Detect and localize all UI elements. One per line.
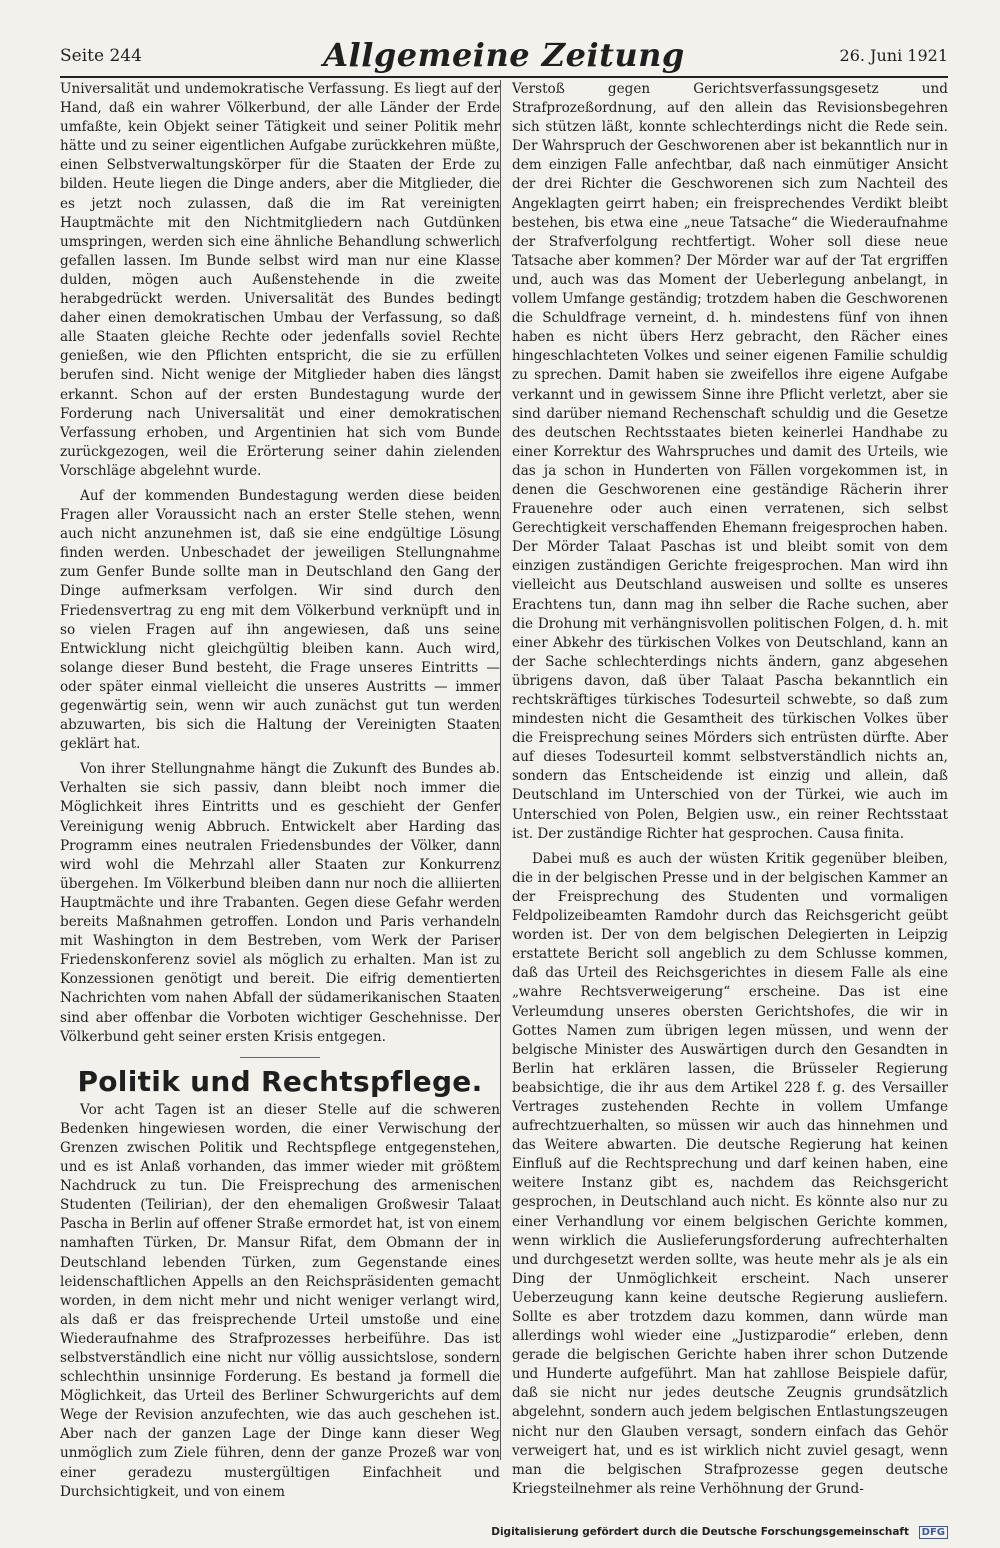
funding-notice-text: Digitalisierung gefördert durch die Deutsche Forschungsgemeinschaft	[491, 1526, 909, 1538]
paragraph: Verstoß gegen Gerichtsverfassungsgesetz und Strafprozeßordnung, auf den allein das Revisionsbegehren sich stützen läßt, konnte schlechterdings nicht die Rede sein. Der Wahrspruch der Geschworenen aber ist bekanntlich nur in dem einzigen Falle anfechtbar, daß nach einmütiger Ansicht der drei Richter die Geschworenen sich zum Nachteil des Angeklagten geirrt haben; ein freisprechendes Verdikt bleibt bestehen, bis etwa eine „neue Tatsache“ die Wiederaufnahme der Strafverfolgung rechtfertigt. Woher soll diese neue Tatsache aber kommen? Der Mörder war auf der Tat ergriffen und, auch was das Moment der Ueberlegung anbelangt, in vollem Umfange geständig; trotzdem haben die Geschworenen die Schuldfrage verneint, d. h. mindestens fünf von ihnen haben es nicht übers Herz gebracht, den Rächer eines hingeschlachteten Volkes und seiner eigenen Familie schuldig zu sprechen. Damit haben sie zweifellos ihre eigene Aufgabe verkannt und in gewissem Sinne ihre Pflicht verletzt, aber sie sind darüber niemand Rechenschaft schuldig und die Gesetze des deutschen Rechtsstaates bieten keinerlei Handhabe zu einer Korrektur des Wahrspruches und damit des Urteils, wie das ja schon in Hunderten von Fällen vorgekommen ist, in denen die Geschworenen eine geständige Rächerin ihrer Frauenehre oder auch einen verratenen, sich selbst Gerechtigkeit verschaffenden Ehemann freigesprochen haben. Der Mörder Talaat Paschas ist und bleibt somit von dem einzigen zuständigen Gerichte freigesprochen. Man wird ihn vielleicht aus Deutschland ausweisen und sollte es unseres Erachtens tun, dann mag ihn selber die Rache suchen, aber die Drohung mit verhängnisvollen politischen Folgen, d. h. mit einer Abkehr des türkischen Volkes von Deutschland, kann an der Sache schlechterdings nichts ändern, ganz abgesehen übrigens davon, daß über Talaat Pascha bekanntlich ein rechtskräftiges türkisches Todesurteil schwebte, so daß zum mindesten nicht die Gesamtheit des türkischen Volkes über die Freisprechung seines Mörders sich entrüsten dürfte. Aber auf dieses Todesurteil kommt selbstverständlich nichts an, sondern das Entscheidende ist einzig und allein, daß Deutschland im Unterschied von der Türkei, wie auch im Unterschied von Polen, Belgien usw., ein reiner Rechtsstaat ist. Der zuständige Richter hat gesprochen. Causa finita.	[512, 81, 948, 842]
header-rule	[60, 76, 948, 78]
issue-date: 26. Juni 1921	[839, 46, 948, 65]
masthead: Allgemeine Zeitung	[323, 36, 685, 74]
left-column	[60, 80, 500, 1502]
funding-notice	[491, 1526, 948, 1539]
page-number: Seite 244	[60, 46, 142, 66]
page-footer	[0, 1518, 1000, 1548]
column-divider	[500, 80, 501, 1460]
paragraph: Von ihrer Stellungnahme hängt die Zukunft des Bundes ab. Verhalten sie sich passiv, dann bleibt noch immer die Möglichkeit ihres Eintritts und es geschieht der Genfer Vereinigung wenig Abbruch. Entwickelt aber Harding das Programm eines neutralen Friedensbundes der Völker, dann wird wohl die Mehrzahl aller Staaten zur Konkurrenz übergehen. Im Völkerbund bleiben dann nur noch die alliierten Hauptmächte und ihre Trabanten. Gegen diese Gefahr werden bereits Maßnahmen getroffen. London und Paris verhandeln mit Washington in dem Bestreben, vom Werk der Pariser Friedenskonferenz soviel als möglich zu erhalten. Man ist zu Konzessionen genötigt und bereit. Die eifrig dementierten Nachrichten vom nahen Abfall der südamerikanischen Staaten sind aber offenbar die Vorboten wichtiger Geschehnisse. Der Völkerbund geht seiner ersten Krisis entgegen.	[60, 761, 500, 1045]
paragraph: Auf der kommenden Bundestagung werden diese beiden Fragen aller Voraussicht nach an erster Stelle stehen, wenn auch nicht anzunehmen ist, daß sie eine endgültige Lösung finden werden. Unbeschadet der jeweiligen Stellungnahme zum Genfer Bunde sollte man in Deutschland den Gang der Dinge aufmerksam verfolgen. Wir sind durch den Friedensvertrag zu eng mit dem Völkerbund verknüpft und in so vielen Fragen auf ihn angewiesen, daß uns seine Entwicklung nicht gleichgültig bleiben kann. Auch wird, solange dieser Bund besteht, die Frage unseres Eintritts — oder später einmal vielleicht die unseres Austritts — immer gegenwärtig sein, wenn wir auch zunächst gut tun werden abzuwarten, bis sich die Haltung der Vereinigten Staaten geklärt hat.	[60, 487, 500, 753]
article-headline: Politik und Rechtspflege.	[77, 1064, 483, 1098]
paragraph: Vor acht Tagen ist an dieser Stelle auf die schweren Bedenken hingewiesen worden, die einer Verwischung der Grenzen zwischen Politik und Rechtspflege entgegenstehen, und es ist Anlaß vorhanden, das immer wieder mit größtem Nachdruck zu tun. Die Freisprechung des armenischen Studenten (Teilirian), der den ehemaligen Großwesir Talaat Pascha in Berlin auf offener Straße ermordet hat, ist von einem namhaften Türken, Dr. Mansur Rifat, dem Obmann der in Deutschland lebenden Türken, zum Gegenstande eines leidenschaftlichen Appells an den Reichspräsidenten gemacht worden, in dem nicht mehr und nicht weniger verlangt wird, als daß er das freisprechende Urteil umstoße und eine Wiederaufnahme des Strafprozesses herbeiführe. Das ist selbstverständlich eine nicht nur völlig aussichtslose, sondern schlechthin unsinnige Forderung. Es bestand ja formell die Möglichkeit, das Urteil des Berliner Schwurgerichts auf dem Wege der Revision anzufechten, wie das auch geschehen ist. Aber nach der ganzen Lage der Dinge kann dieser Weg unmöglich zum Ziele führen, denn der ganze Prozeß war von einer geradezu mustergültigen Einfachheit und Durchsichtigkeit, und von einem	[60, 1101, 500, 1500]
section-separator	[240, 1057, 320, 1058]
paragraph: Dabei muß es auch der wüsten Kritik gegenüber bleiben, die in der belgischen Presse und in der belgischen Kammer an der Freisprechung des Studenten und vormaligen Feldpolizeibeamten Ramdohr durch das Reichsgericht geübt worden ist. Der von dem belgischen Delegierten in Leipzig erstattete Bericht soll angeblich zu dem Schlusse kommen, daß das Urteil des Reichsgerichtes in diesem Falle als eine „wahre Rechtsverweigerung“ erscheine. Das ist eine Verleumdung unseres obersten Gerichtshofes, die wir in Gottes Namen zum übrigen legen müssen, und wenn der belgische Minister des Auswärtigen durch den Gesandten in Berlin hat erklären lassen, die Brüsseler Regierung beabsichtige, die ihr aus dem Artikel 228 f. g. des Versailler Vertrages zustehenden Rechte in vollem Umfange aufrechtzuerhalten, so müssen wir auch das hinnehmen und das Weitere abwarten. Die deutsche Regierung hat keinen Einfluß auf die Rechtsprechung und darf keinen haben, eine weitere Instanz gibt es, nachdem das Reichsgericht gesprochen, in Deutschland auch nicht. Es könnte also nur zu einer Verhandlung vor einem belgischen Gerichte kommen, wenn wirklich die Auslieferungsforderung aufrechterhalten und durchgesetzt werden sollte, was heute mehr als je als ein Ding der Unmöglichkeit erscheint. Nach unserer Ueberzeugung kann keine deutsche Regierung ausliefern. Sollte es aber trotzdem dazu kommen, dann würde man allerdings wohl wieder eine „Justizparodie“ erleben, denn gerade die belgischen Gerichte haben ihrer schon Dutzende und Hunderte aufgeführt. Man hat zahllose Beispiele dafür, daß sie nicht nur jedes deutsche Zeugnis grundsätzlich abgelehnt, sondern auch jedem belgischen Entlastungszeugen nicht nur den Glauben versagt, sondern einfach das Gehör verweigert hat, und es ist wirklich nicht zuviel gesagt, wenn man die belgischen Strafprozesse gegen deutsche Kriegsteilnehmer als reine Verhöhnung der Grund-	[512, 850, 948, 1497]
right-column	[512, 80, 948, 1499]
dfg-logo: DFG	[919, 1526, 948, 1539]
page-header	[60, 36, 948, 76]
paragraph: Universalität und undemokratische Verfassung. Es liegt auf der Hand, daß ein wahrer Völkerbund, der alle Länder der Erde umfaßte, kein Objekt seiner Tätigkeit und seiner Politik mehr hätte und zu seiner eigentlichen Aufgabe zurückkehren müßte, einen Selbstverwaltungskörper für die Staaten der Erde zu bilden. Heute liegen die Dinge anders, aber die Mitglieder, die es jetzt noch zulassen, daß die im Rat vereinigten Hauptmächte mit den Nichtmitgliedern nach Gutdünken umspringen, werden sich eine ähnliche Behandlung schwerlich gefallen lassen. Im Bunde selbst wird man nur eine Klasse dulden, mögen auch Außenstehende in die zweite herabgedrückt werden. Universalität des Bundes bedingt daher einen demokratischen Umbau der Verfassung, so daß alle Staaten gleiche Rechte oder jedenfalls soviel Rechte genießen, wie den Pflichten entspricht, die sie zu erfüllen berufen sind. Nicht wenige der Mitglieder haben dies längst erkannt. Schon auf der ersten Bundestagung wurde der Forderung nach Universalität und einer demokratischen Verfassung erhoben, und Argentinien hat sich vom Bunde zurückgezogen, weil die Erörterung seiner dahin zielenden Vorschläge abgelehnt wurde.	[60, 81, 500, 479]
